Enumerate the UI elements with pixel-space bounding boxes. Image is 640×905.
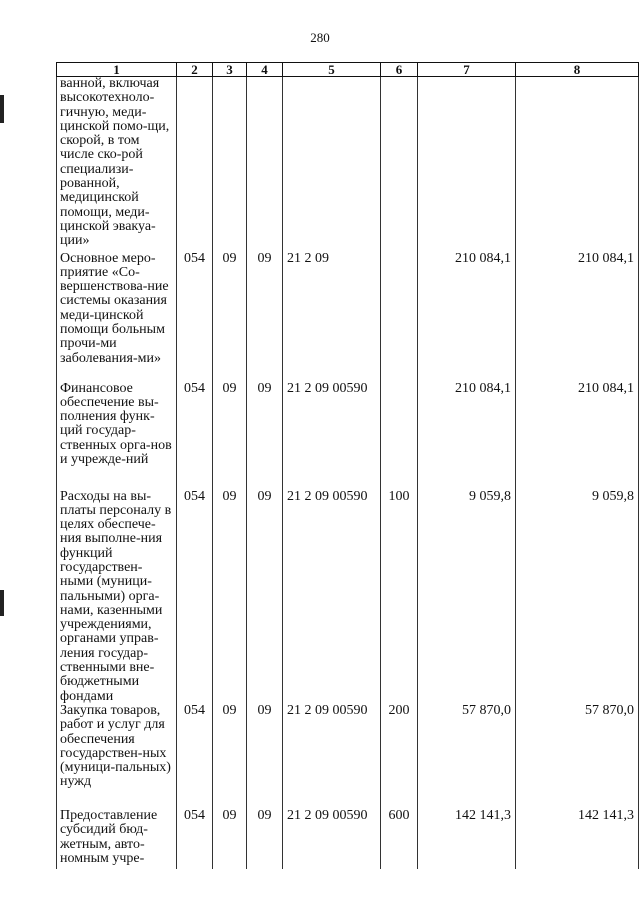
target-cell: 21 2 09 00590 xyxy=(283,382,381,490)
row-name-cell xyxy=(57,382,177,490)
header-cell-4: 4 xyxy=(247,63,283,77)
target-cell xyxy=(283,77,381,252)
vr-cell: 200 xyxy=(381,704,418,809)
scan-edge-mark xyxy=(0,590,4,616)
amount1-cell xyxy=(418,77,516,252)
vr-cell xyxy=(381,77,418,252)
ministry-cell: 054 xyxy=(177,252,213,382)
header-cell-1: 1 xyxy=(57,63,177,77)
ministry-cell xyxy=(177,77,213,252)
section-cell: 09 xyxy=(213,382,247,490)
vr-cell xyxy=(381,252,418,382)
target-cell: 21 2 09 xyxy=(283,252,381,382)
header-row xyxy=(57,63,639,77)
table-row xyxy=(57,252,639,382)
row-name-cell xyxy=(57,77,177,252)
amount2-cell: 210 084,1 xyxy=(516,252,639,382)
table-row xyxy=(57,77,639,252)
row-name-cell xyxy=(57,252,177,382)
ministry-cell: 054 xyxy=(177,704,213,809)
ministry-cell: 054 xyxy=(177,490,213,704)
table-row xyxy=(57,809,639,869)
subsection-cell: 09 xyxy=(247,382,283,490)
row-name-cell xyxy=(57,809,177,869)
vr-cell: 100 xyxy=(381,490,418,704)
header-cell-7: 7 xyxy=(418,63,516,77)
header-cell-2: 2 xyxy=(177,63,213,77)
row-name-cell xyxy=(57,490,177,704)
table-row xyxy=(57,490,639,704)
target-cell: 21 2 09 00590 xyxy=(283,704,381,809)
table-row xyxy=(57,382,639,490)
amount2-cell: 142 141,3 xyxy=(516,809,639,869)
scan-edge-mark xyxy=(0,95,4,123)
row-name: ванной, включая высокотехноло-гичную, меди-цинской помо-щи, скорой, в том числе ско-рой специализи-рованной, медицинской помощи, меди-цинской эвакуа-ции» xyxy=(60,76,170,249)
section-cell: 09 xyxy=(213,490,247,704)
header-cell-6: 6 xyxy=(381,63,418,77)
amount2-cell: 210 084,1 xyxy=(516,382,639,490)
row-name: Закупка товаров, работ и услуг для обеспечения государствен-ных (муници-пальных) нужд xyxy=(60,702,171,790)
row-name: Расходы на вы-платы персоналу в целях обеспече-ния выполне-ния функций государствен-ными (муници-пальными) орга-нами, казенными учреждениями, органами управ-ления государ-ственными вне-бюджетными фондами xyxy=(60,488,172,704)
header-cell-8: 8 xyxy=(516,63,639,77)
page-number: 280 xyxy=(310,30,330,45)
ministry-cell: 054 xyxy=(177,809,213,869)
row-name: Основное меро-приятие «Со-вершенствова-ние системы оказания меди-цинской помощи больным прочи-ми заболевания-ми» xyxy=(60,250,169,366)
subsection-cell: 09 xyxy=(247,490,283,704)
row-name: Предоставление субсидий бюд-жетным, авто-номным учре- xyxy=(60,807,158,866)
amount2-cell: 9 059,8 xyxy=(516,490,639,704)
row-name-cell xyxy=(57,704,177,809)
subsection-cell: 09 xyxy=(247,704,283,809)
header-cell-5: 5 xyxy=(283,63,381,77)
section-cell: 09 xyxy=(213,809,247,869)
subsection-cell: 09 xyxy=(247,809,283,869)
target-cell: 21 2 09 00590 xyxy=(283,490,381,704)
amount1-cell: 210 084,1 xyxy=(418,252,516,382)
amount2-cell: 57 870,0 xyxy=(516,704,639,809)
budget-table xyxy=(56,62,639,869)
subsection-cell: 09 xyxy=(247,252,283,382)
amount1-cell: 210 084,1 xyxy=(418,382,516,490)
amount1-cell: 142 141,3 xyxy=(418,809,516,869)
amount2-cell xyxy=(516,77,639,252)
row-name: Финансовое обеспечение вы-полнения функ-ций государ-ственных орга-нов и учрежде-ний xyxy=(60,380,172,467)
amount1-cell: 57 870,0 xyxy=(418,704,516,809)
subsection-cell xyxy=(247,77,283,252)
section-cell xyxy=(213,77,247,252)
section-cell: 09 xyxy=(213,252,247,382)
header-cell-3: 3 xyxy=(213,63,247,77)
amount1-cell: 9 059,8 xyxy=(418,490,516,704)
vr-cell: 600 xyxy=(381,809,418,869)
target-cell: 21 2 09 00590 xyxy=(283,809,381,869)
table-row xyxy=(57,704,639,809)
vr-cell xyxy=(381,382,418,490)
section-cell: 09 xyxy=(213,704,247,809)
ministry-cell: 054 xyxy=(177,382,213,490)
